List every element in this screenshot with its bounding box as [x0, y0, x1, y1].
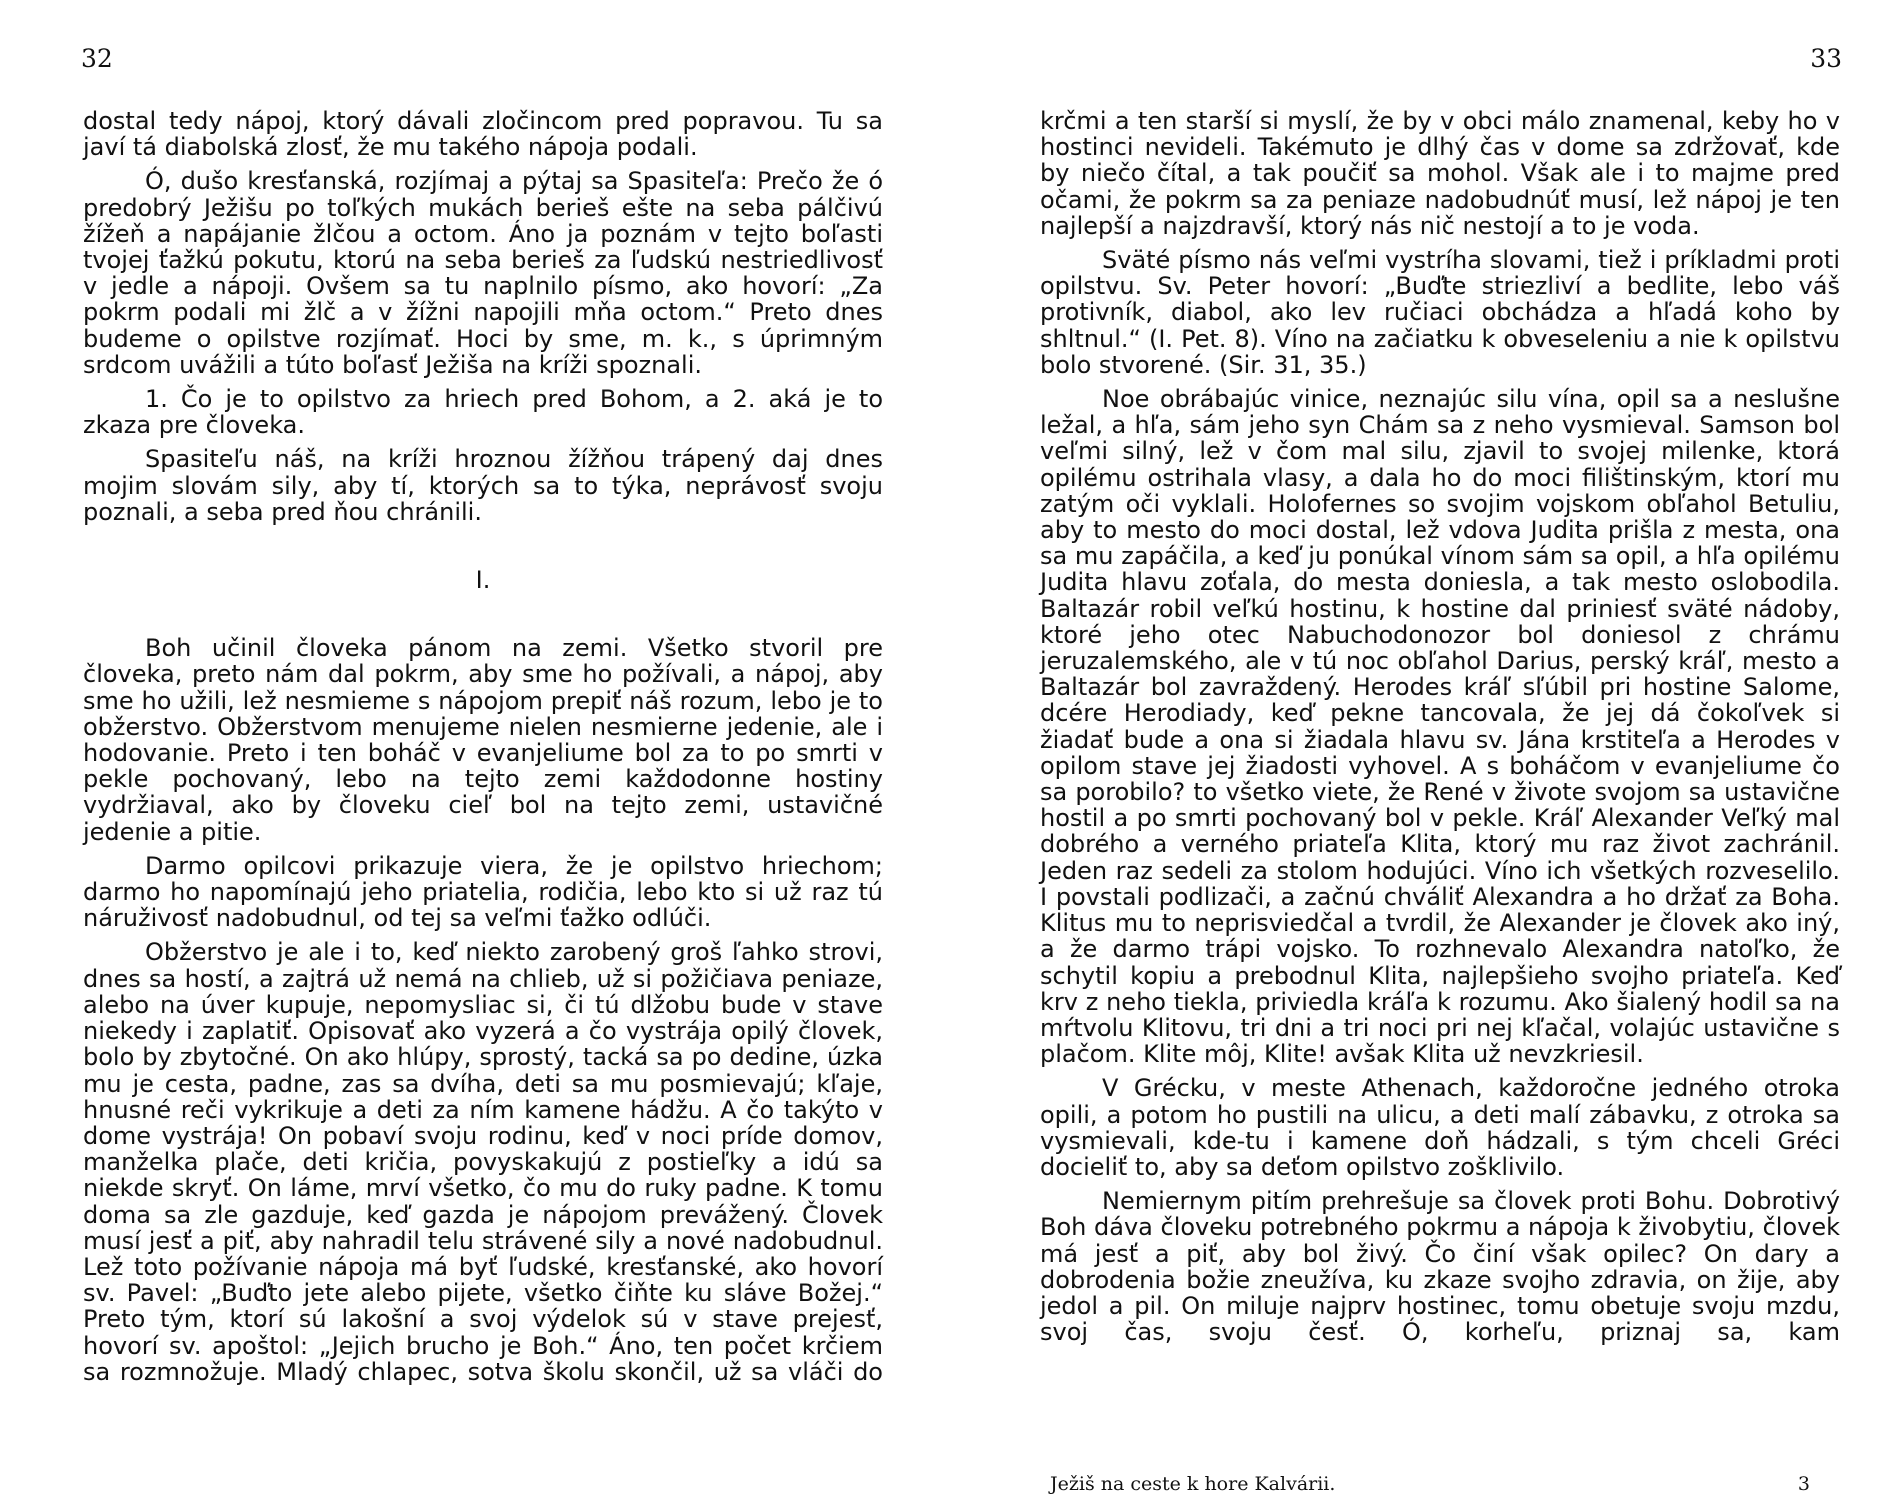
paragraph: Nemiernym pitím prehrešuje sa človek proti Bohu. Dobrotivý Boh dáva človeku potrebného pokrmu a nápoja k živobytiu, človek má jesť a piť, aby bol živý. Čo činí však opilec? On dary a dobrodenia božie zneužíva, ku zkaze svojho zdravia, on žije, aby jedol a pil. On miluje najprv hostinec, tomu obetuje svoju mzdu, svoj čas, svoju česť. Ó, korheľu, priznaj sa, kam	[1040, 1187, 1840, 1347]
paragraph: krčmi a ten starší si myslí, že by v obci málo znamenal, keby ho v hostinci nevideli. Takémuto je dlhý čas v dome sa zdržovať, kde by niečo čítal, a tak poučiť sa mohol. Však ale i to majme pred očami, že pokrm sa za peniaze nadobudnúť musí, lež nápoj je ten najlepší a najzdravší, ktorý nás nič nestojí a to je voda.	[1040, 107, 1840, 240]
paragraph: dostal tedy nápoj, ktorý dávali zločincom pred popravou. Tu sa javí tá diabolská zlosť, že mu takého nápoja podali.	[83, 107, 883, 162]
page-number-left: 32	[81, 44, 113, 73]
paragraph: V Grécku, v meste Athenach, každoročne jedného otroka opili, a potom ho pustili na ulicu, a deti malí zábavku, z otroka sa vysmievali, kde-tu i kamene doň hádzali, s tým chceli Gréci docieliť to, aby sa deťom opilstvo zošklivilo.	[1040, 1074, 1840, 1181]
left-page	[83, 0, 883, 1500]
paragraph: Ó, dušo kresťanská, rozjímaj a pýtaj sa Spasiteľa: Prečo že ó predobrý Ježišu po toľkých mukách berieš ešte na seba pálčivú žížeň a napájanie žlčou a octom. Áno ja poznám v tejto boľasti tvojej ťažkú pokutu, ktorú na seba berieš za ľudskú nestriedlivosť v jedle a nápoji. Ovšem sa tu naplnilo písmo, ako hovorí: „Za pokrm podali mi žlč a v žížni napojili mňa octom.“ Preto dnes budeme o opilstve rozjímať. Hoci by sme, m. k., s úprimným srdcom uvážili a túto boľasť Ježiša na kríži spoznali.	[83, 167, 883, 379]
left-page-text	[83, 108, 883, 1393]
paragraph: Sväté písmo nás veľmi vystríha slovami, tiež i príkladmi proti opilstvu. Sv. Peter hovorí: „Buďte striezliví a bedlite, lebo váš protivník, diabol, ako lev ručiaci obchádza a hľadá koho by shltnul.“ (I. Pet. 8). Víno na začiatku k obveseleniu a nie k opilstvu bolo stvorené. (Sir. 31, 35.)	[1040, 246, 1840, 379]
paragraph: Boh učinil človeka pánom na zemi. Všetko stvoril pre človeka, preto nám dal pokrm, aby sme ho požívali, a nápoj, aby sme ho užili, lež nesmieme s nápojom prepiť náš rozum, lebo je to obžerstvo. Obžerstvom menujeme nielen nesmierne jedenie, ale i hodovanie. Preto i ten boháč v evanjeliume bol za to po smrti v pekle pochovaný, lebo na tejto zemi každodonne hostiny vydržiaval, ako by človeku cieľ bol na tejto zemi, ustavičné jedenie a pitie.	[83, 634, 883, 846]
paragraph: 1. Čo je to opilstvo za hriech pred Bohom, a 2. aká je to zkaza pre človeka.	[83, 385, 883, 440]
footer-running-title: Ježiš na ceste k hore Kalvárii.	[1050, 1473, 1336, 1495]
paragraph: Spasiteľu náš, na kríži hroznou žížňou trápený daj dnes mojim slovám sily, aby tí, ktorých sa to týka, neprávosť svoju poznali, a seba pred ňou chránili.	[83, 445, 883, 526]
paragraph: Darmo opilcovi prikazuje viera, že je opilstvo hriechom; darmo ho napomínajú jeho priatelia, rodičia, lebo kto si už raz tú náruživosť nadobudnul, od tej sa veľmi ťažko odlúči.	[83, 851, 883, 933]
paragraph: Obžerstvo je ale i to, keď niekto zarobený groš ľahko strovi, dnes sa hostí, a zajtrá už nemá na chlieb, už si požičiava peniaze, alebo na úver kupuje, nepomysliac si, či tú dlžobu bude v stave niekedy i zaplatiť. Opisovať ako vyzerá a čo vystrája opilý človek, bolo by zbytočné. On ako hlúpy, sprostý, tacká sa po dedine, úzka mu je cesta, padne, zas sa dvíha, deti sa mu posmievajú; kľaje, hnusné reči vykrikuje a deti za ním kamene hádžu. A čo takýto v dome vystrája! On pobaví svoju rodinu, keď v noci príde domov, manželka plače, deti kričia, povyskakujú z postieľky a idú sa niekde skryť. On láme, mrví všetko, čo mu do ruky padne. K tomu doma sa zle gazduje, keď gazda je nápojom prevážený. Človek musí jesť a piť, aby nahradil telu strávené sily a nové nadobudnul. Lež toto požívanie nápoja má byť ľudské, kresťanské, ako hovorí sv. Pavel: „Buďto jete alebo pijete, všetko čiňte ku sláve Božej.“ Preto tým, ktorí sú lakošní a svoj výdelok sú v stave prejesť, hovorí sv. apoštol: „Jejich brucho je Boh.“ Áno, ten počet krčiem sa rozmnožuje. Mladý chlapec, sotva školu skončil, už sa vláči do	[83, 938, 883, 1386]
footer-signature-mark: 3	[1797, 1473, 1810, 1495]
right-page-text	[1040, 108, 1840, 1353]
paragraph: Noe obrábajúc vinice, neznajúc silu vína, opil sa a neslušne ležal, a hľa, sám jeho syn Chám sa z neho vysmieval. Samson bol veľmi silný, lež v čom mal silu, zjavil to svojej milenke, ktorá opilému ostrihala vlasy, a dala ho do moci filištinským, ktorí mu zatým oči vyklali. Holofernes so svojim vojskom obľahol Betuliu, aby to mesto do moci dostal, lež vdova Judita prišla z mesta, ona sa mu zapáčila, a keď ju ponúkal vínom sám sa opil, a hľa opilému Judita hlavu zoťala, do mesta doniesla, a tak mesto oslobodila. Baltazár robil veľkú hostinu, k hostine dal priniesť sväté nádoby, ktoré jeho otec Nabuchodonozor bol doniesol z chrámu jeruzalemského, ale v tú noc obľahol Darius, perský kráľ, mesto a Baltazár bol zavraždený. Herodes kráľ sľúbil pri hostine Salome, dcére Herodiady, keď pekne tancovala, že jej dá čokoľvek si žiadať bude a ona si žiadala hlavu sv. Jána krstiteľa a Herodes v opilom stave jej žiadosti vyhovel. A s boháčom v evanjeliume čo sa porobilo? to všetko viete, že René v živote svojom sa ustavične hostil a po smrti pochovaný bol v pekle. Kráľ Alexander Veľký mal dobrého a verného priateľa Klita, ktorý mu raz život zachránil. Jeden raz sedeli za stolom hodujúci. Víno ich všetkých rozveselilo. I povstali podlizači, a začnú chváliť Alexandra a ho držať za Boha. Klitus mu to neprisviedčal a tvrdil, že Alexander je človek ako iný, a že darmo trápi vojsko. To rozhnevalo Alexandra natoľko, že schytil kopiu a prebodnul Klita, najlepšieho svojho priateľa. Keď krv z neho tiekla, priviedla kráľa k rozumu. Ako šialený hodil sa na mŕtvolu Klitovu, tri dni a tri noci pri nej kľačal, volajúc ustavične s plačom. Klite môj, Klite! avšak Klita už nevzkriesil.	[1040, 385, 1840, 1069]
page-number-right: 33	[1810, 44, 1842, 73]
section-heading: I.	[475, 566, 491, 595]
right-page	[1040, 0, 1840, 1500]
